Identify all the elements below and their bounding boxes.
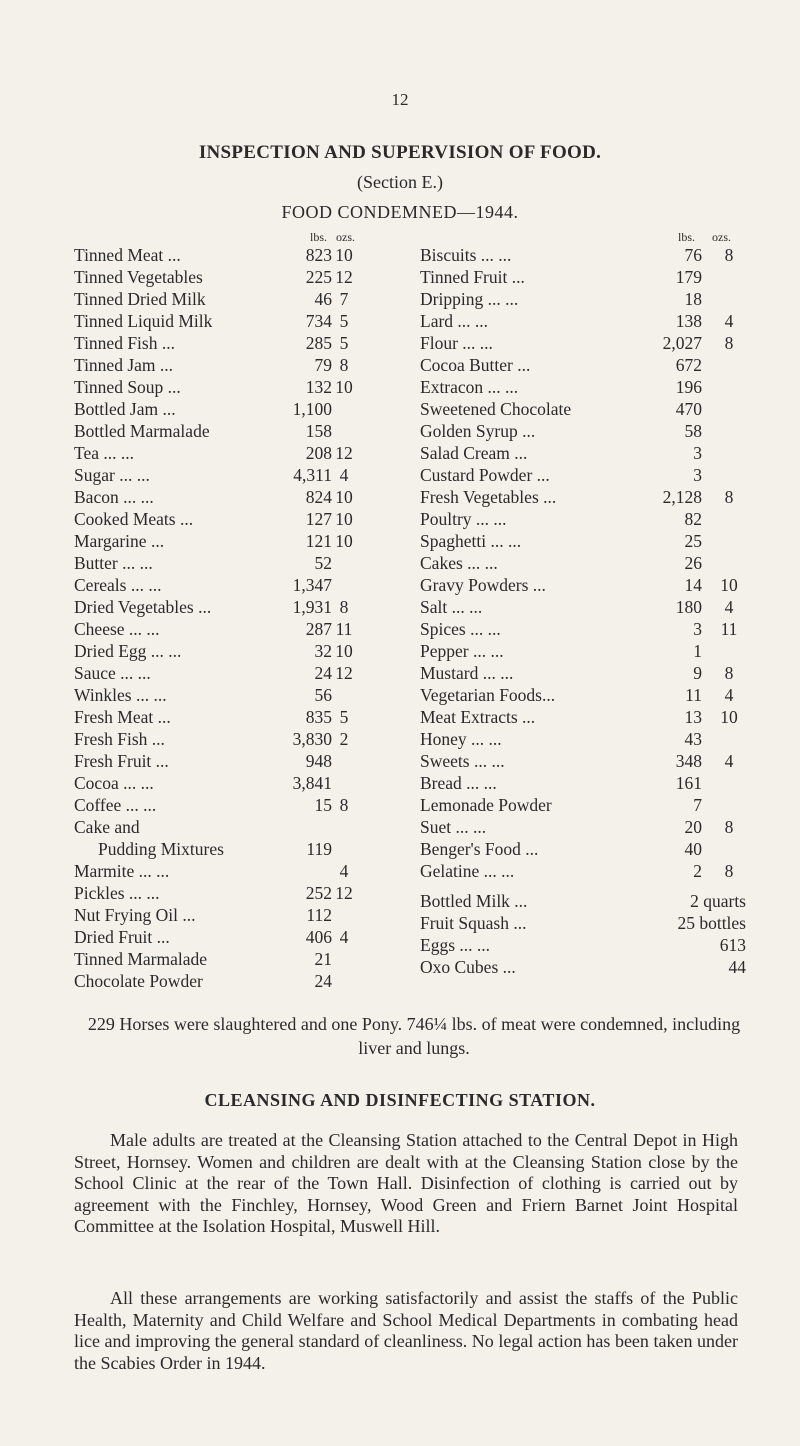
- table-row: [74, 420, 404, 442]
- item-lbs: 15: [314, 795, 332, 815]
- item-lbs: 13: [684, 707, 702, 727]
- table-row: [74, 948, 404, 970]
- table-row: [420, 640, 740, 662]
- item-name: Custard Powder ...: [420, 465, 550, 485]
- item-lbs: 14: [684, 575, 702, 595]
- table-row: [420, 508, 740, 530]
- item-lbs: 3: [693, 443, 702, 463]
- item-ozs: 8: [339, 355, 349, 375]
- table-row: [420, 486, 740, 508]
- item-ozs: 10: [335, 487, 353, 507]
- item-name: Golden Syrup ...: [420, 421, 536, 441]
- item-name: Nut Frying Oil ...: [74, 905, 196, 925]
- table-row: [420, 288, 740, 310]
- item-lbs: 161: [675, 773, 702, 793]
- item-lbs: 127: [305, 509, 332, 529]
- table-row: [74, 508, 404, 530]
- item-name: Sweets ... ...: [420, 751, 505, 771]
- item-name: Salt ... ...: [420, 597, 483, 617]
- table-row: [420, 596, 740, 618]
- item-name: Cheese ... ...: [74, 619, 160, 639]
- item-name: Bottled Jam ...: [74, 399, 176, 419]
- item-name: Fresh Fruit ...: [74, 751, 169, 771]
- item-name: Pepper ... ...: [420, 641, 504, 661]
- table-row: [420, 728, 740, 750]
- item-name: Sweetened Chocolate: [420, 399, 572, 419]
- table-row: [420, 860, 740, 882]
- item-name: Gravy Powders ...: [420, 575, 546, 595]
- table-row: [420, 310, 740, 332]
- item-lbs: 823: [305, 245, 332, 265]
- item-name: Cocoa Butter ...: [420, 355, 531, 375]
- table-row: [420, 956, 746, 978]
- item-name: Tinned Meat ...: [74, 245, 181, 265]
- table-row: [420, 750, 740, 772]
- item-ozs: 10: [335, 509, 353, 529]
- item-lbs: 2: [693, 861, 702, 881]
- item-ozs: 10: [335, 531, 353, 551]
- section-heading: CLEANSING AND DISINFECTING STATION.: [204, 1090, 596, 1110]
- table-row: [420, 618, 740, 640]
- item-ozs: 4: [724, 751, 734, 771]
- item-name: Dried Fruit ...: [74, 927, 170, 947]
- item-lbs: 46: [314, 289, 332, 309]
- item-ozs: 7: [339, 289, 349, 309]
- table-row: [420, 574, 740, 596]
- item-lbs: 24: [314, 663, 332, 683]
- item-ozs: 10: [335, 245, 353, 265]
- table-row: [74, 618, 404, 640]
- table-row: [74, 640, 404, 662]
- item-lbs: 179: [675, 267, 702, 287]
- table-row: [420, 662, 740, 684]
- item-ozs: 12: [335, 267, 353, 287]
- table-row: [74, 530, 404, 552]
- table-row: [420, 772, 740, 794]
- item-lbs: 43: [684, 729, 702, 749]
- table-row: [74, 750, 404, 772]
- page-title: INSPECTION AND SUPERVISION OF FOOD.: [198, 142, 602, 163]
- table-row: [74, 332, 404, 354]
- item-ozs: 11: [720, 619, 738, 639]
- table-row: [420, 420, 740, 442]
- item-lbs: 180: [675, 597, 702, 617]
- item-name: Bacon ... ...: [74, 487, 154, 507]
- item-lbs: 1,931: [292, 597, 332, 617]
- table-row: [420, 530, 740, 552]
- page-number: 12: [391, 90, 409, 109]
- table-row: [420, 244, 740, 266]
- table-row: [74, 794, 404, 816]
- item-lbs: 3,841: [292, 773, 332, 793]
- item-name: Lard ... ...: [420, 311, 489, 331]
- row-spacer: [420, 882, 740, 890]
- horses-note: 229 Horses were slaughtered and one Pony. 746¼ lbs. of meat were condemned, including liver and lungs.: [87, 1014, 741, 1058]
- item-quantity: 25 bottles: [677, 913, 746, 933]
- table-row: [420, 552, 740, 574]
- item-lbs: 56: [314, 685, 332, 705]
- item-lbs: 112: [306, 905, 332, 925]
- item-ozs: 12: [335, 443, 353, 463]
- item-lbs: 20: [684, 817, 702, 837]
- item-name: Tinned Fruit ...: [420, 267, 525, 287]
- table-row: [74, 904, 404, 926]
- table-row: [74, 552, 404, 574]
- item-ozs: 8: [724, 663, 734, 683]
- item-lbs: 119: [306, 839, 332, 859]
- item-lbs: 138: [675, 311, 702, 331]
- item-lbs: 225: [305, 267, 332, 287]
- table-row: [74, 882, 404, 904]
- item-lbs: 252: [305, 883, 332, 903]
- item-name: Fresh Vegetables ...: [420, 487, 557, 507]
- item-name: Fresh Fish ...: [74, 729, 165, 749]
- item-lbs: 470: [675, 399, 702, 419]
- item-name: Dripping ... ...: [420, 289, 519, 309]
- item-name: Honey ... ...: [420, 729, 502, 749]
- table-row: [420, 816, 740, 838]
- item-name: Gelatine ... ...: [420, 861, 515, 881]
- food-table-left: [74, 224, 404, 992]
- item-lbs: 82: [684, 509, 702, 529]
- item-name: Dried Egg ... ...: [74, 641, 182, 661]
- item-lbs: 208: [305, 443, 332, 463]
- item-name: Cakes ... ...: [420, 553, 498, 573]
- item-ozs: 4: [724, 685, 734, 705]
- item-name: Bread ... ...: [420, 773, 497, 793]
- item-ozs: 2: [339, 729, 349, 749]
- item-lbs: 132: [305, 377, 332, 397]
- item-name: Spices ... ...: [420, 619, 501, 639]
- item-ozs: 12: [335, 663, 353, 683]
- item-lbs: 3: [693, 619, 702, 639]
- table-row: [420, 442, 740, 464]
- item-lbs: 1,347: [292, 575, 332, 595]
- item-name: Sugar ... ...: [74, 465, 150, 485]
- item-lbs: 158: [305, 421, 332, 441]
- item-name: Tinned Fish ...: [74, 333, 175, 353]
- table-row: [420, 266, 740, 288]
- item-name: Tinned Dried Milk: [74, 289, 206, 309]
- item-name: Fresh Meat ...: [74, 707, 171, 727]
- right-column-headers: [420, 224, 740, 244]
- item-name: Dried Vegetables ...: [74, 597, 212, 617]
- item-quantity: 2 quarts: [690, 891, 746, 911]
- item-lbs: 4,311: [293, 465, 332, 485]
- table-row: [74, 376, 404, 398]
- item-name: Oxo Cubes ...: [420, 957, 516, 977]
- item-name: Cereals ... ...: [74, 575, 162, 595]
- ozs-header: ozs.: [712, 230, 731, 244]
- item-name: Winkles ... ...: [74, 685, 167, 705]
- item-name: Vegetarian Foods...: [420, 685, 556, 705]
- item-name: Cooked Meats ...: [74, 509, 194, 529]
- item-ozs: 10: [720, 575, 738, 595]
- item-name: Cocoa ... ...: [74, 773, 154, 793]
- item-lbs: 672: [675, 355, 702, 375]
- table-row: [74, 706, 404, 728]
- table-row: [74, 772, 404, 794]
- item-name: Bottled Marmalade: [74, 421, 210, 441]
- item-ozs: 8: [724, 245, 734, 265]
- item-lbs: 7: [693, 795, 702, 815]
- table-row: [74, 310, 404, 332]
- item-name: Tea ... ...: [74, 443, 135, 463]
- table-row: [74, 266, 404, 288]
- table-row: [74, 662, 404, 684]
- item-name: Suet ... ...: [420, 817, 487, 837]
- table-row: [420, 890, 746, 912]
- item-ozs: 10: [720, 707, 738, 727]
- item-lbs: 40: [684, 839, 702, 859]
- item-name: Lemonade Powder: [420, 795, 552, 815]
- item-lbs: 18: [684, 289, 702, 309]
- item-lbs: 21: [314, 949, 332, 969]
- item-lbs: 1: [693, 641, 702, 661]
- item-name: Margarine ...: [74, 531, 165, 551]
- item-name: Benger's Food ...: [420, 839, 539, 859]
- item-name: Extracon ... ...: [420, 377, 519, 397]
- item-ozs: 4: [724, 597, 734, 617]
- item-name: Pudding Mixtures: [98, 839, 224, 859]
- item-name: Biscuits ... ...: [420, 245, 512, 265]
- item-name: Cake and: [74, 817, 140, 837]
- paragraph-2: All these arrangements are working satisfactorily and assist the staffs of the Public Health, Maternity and Child Welfare and School Medical Departments in combating head lice and improving the general standard of cleanliness. No legal action has been taken under the Scabies Order in 1944.: [74, 1288, 738, 1373]
- table-row: [420, 332, 740, 354]
- item-ozs: 4: [339, 861, 349, 881]
- item-lbs: 121: [305, 531, 332, 551]
- item-ozs: 8: [339, 597, 349, 617]
- table-row: [420, 794, 740, 816]
- table-row: [420, 684, 740, 706]
- item-lbs: 32: [314, 641, 332, 661]
- item-lbs: 52: [314, 553, 332, 573]
- item-lbs: 285: [305, 333, 332, 353]
- item-lbs: 287: [305, 619, 332, 639]
- table-row: [420, 398, 740, 420]
- item-lbs: 196: [675, 377, 702, 397]
- item-name: Chocolate Powder: [74, 971, 203, 991]
- table-row: [74, 464, 404, 486]
- table-row: [74, 926, 404, 948]
- item-name: Salad Cream ...: [420, 443, 528, 463]
- item-lbs: 2,128: [662, 487, 702, 507]
- item-name: Fruit Squash ...: [420, 913, 527, 933]
- item-ozs: 8: [724, 333, 734, 353]
- item-name: Butter ... ...: [74, 553, 153, 573]
- lbs-header: lbs.: [678, 230, 696, 244]
- item-ozs: 8: [724, 487, 734, 507]
- table-title: FOOD CONDEMNED—1944.: [281, 202, 519, 222]
- paragraph-1: Male adults are treated at the Cleansing Station attached to the Central Depot in High Street, Hornsey. Women and children are dealt with at the Cleansing Station close by the School Clinic at the rear of the Town Hall. Disinfection of clothing is carried out by agreement with the Finchley, Hornsey, Wood Green and Friern Barnet Joint Hospital Committee at the Isolation Hospital, Muswell Hill.: [74, 1130, 738, 1236]
- item-lbs: 948: [305, 751, 332, 771]
- item-name: Marmite ... ...: [74, 861, 170, 881]
- ozs-header: ozs.: [336, 230, 355, 244]
- table-row: [74, 684, 404, 706]
- item-lbs: 26: [684, 553, 702, 573]
- section-label: (Section E.): [357, 172, 443, 192]
- table-row: [74, 574, 404, 596]
- item-lbs: 348: [675, 751, 702, 771]
- item-lbs: 9: [693, 663, 702, 683]
- item-ozs: 8: [724, 861, 734, 881]
- table-row: [420, 706, 740, 728]
- table-row: [74, 970, 404, 992]
- table-row: [74, 838, 404, 860]
- item-ozs: 8: [339, 795, 349, 815]
- item-lbs: 76: [684, 245, 702, 265]
- item-lbs: 3,830: [292, 729, 332, 749]
- item-ozs: 4: [339, 927, 349, 947]
- item-ozs: 12: [335, 883, 353, 903]
- item-lbs: 734: [305, 311, 332, 331]
- table-row: [420, 912, 746, 934]
- table-row: [74, 398, 404, 420]
- item-lbs: 24: [314, 971, 332, 991]
- item-ozs: 10: [335, 641, 353, 661]
- item-name: Flour ... ...: [420, 333, 493, 353]
- item-lbs: 58: [684, 421, 702, 441]
- table-row: [420, 354, 740, 376]
- item-name: Coffee ... ...: [74, 795, 157, 815]
- table-row: [74, 288, 404, 310]
- item-ozs: 11: [335, 619, 353, 639]
- table-row: [420, 464, 740, 486]
- item-name: Tinned Vegetables: [74, 267, 203, 287]
- item-lbs: 25: [684, 531, 702, 551]
- item-lbs: 11: [685, 685, 702, 705]
- item-lbs: 824: [305, 487, 332, 507]
- item-ozs: 4: [724, 311, 734, 331]
- item-ozs: 8: [724, 817, 734, 837]
- table-row: [420, 934, 746, 956]
- item-quantity: 613: [719, 935, 746, 955]
- item-ozs: 5: [339, 707, 349, 727]
- item-ozs: 5: [339, 333, 349, 353]
- item-lbs: 406: [305, 927, 332, 947]
- item-ozs: 4: [339, 465, 349, 485]
- item-lbs: 2,027: [662, 333, 702, 353]
- item-quantity: 44: [728, 957, 746, 977]
- table-row: [74, 816, 404, 838]
- lbs-header: lbs.: [310, 230, 328, 244]
- item-name: Tinned Jam ...: [74, 355, 174, 375]
- item-name: Sauce ... ...: [74, 663, 151, 683]
- table-row: [74, 442, 404, 464]
- table-row: [74, 486, 404, 508]
- item-name: Meat Extracts ...: [420, 707, 536, 727]
- item-name: Pickles ... ...: [74, 883, 160, 903]
- table-row: [74, 354, 404, 376]
- table-row: [74, 860, 404, 882]
- item-lbs: 79: [314, 355, 332, 375]
- food-table-right: [420, 224, 746, 978]
- item-name: Tinned Liquid Milk: [74, 311, 213, 331]
- item-name: Bottled Milk ...: [420, 891, 528, 911]
- item-lbs: 3: [693, 465, 702, 485]
- item-name: Tinned Marmalade: [74, 949, 208, 969]
- item-lbs: 835: [305, 707, 332, 727]
- table-row: [74, 728, 404, 750]
- item-name: Poultry ... ...: [420, 509, 507, 529]
- table-row: [74, 596, 404, 618]
- left-column-headers: [74, 224, 404, 244]
- table-row: [420, 376, 740, 398]
- item-name: Mustard ... ...: [420, 663, 514, 683]
- item-name: Spaghetti ... ...: [420, 531, 522, 551]
- item-lbs: 1,100: [292, 399, 332, 419]
- table-row: [74, 244, 404, 266]
- item-name: Tinned Soup ...: [74, 377, 181, 397]
- item-ozs: 5: [339, 311, 349, 331]
- table-row: [420, 838, 740, 860]
- item-ozs: 10: [335, 377, 353, 397]
- item-name: Eggs ... ...: [420, 935, 490, 955]
